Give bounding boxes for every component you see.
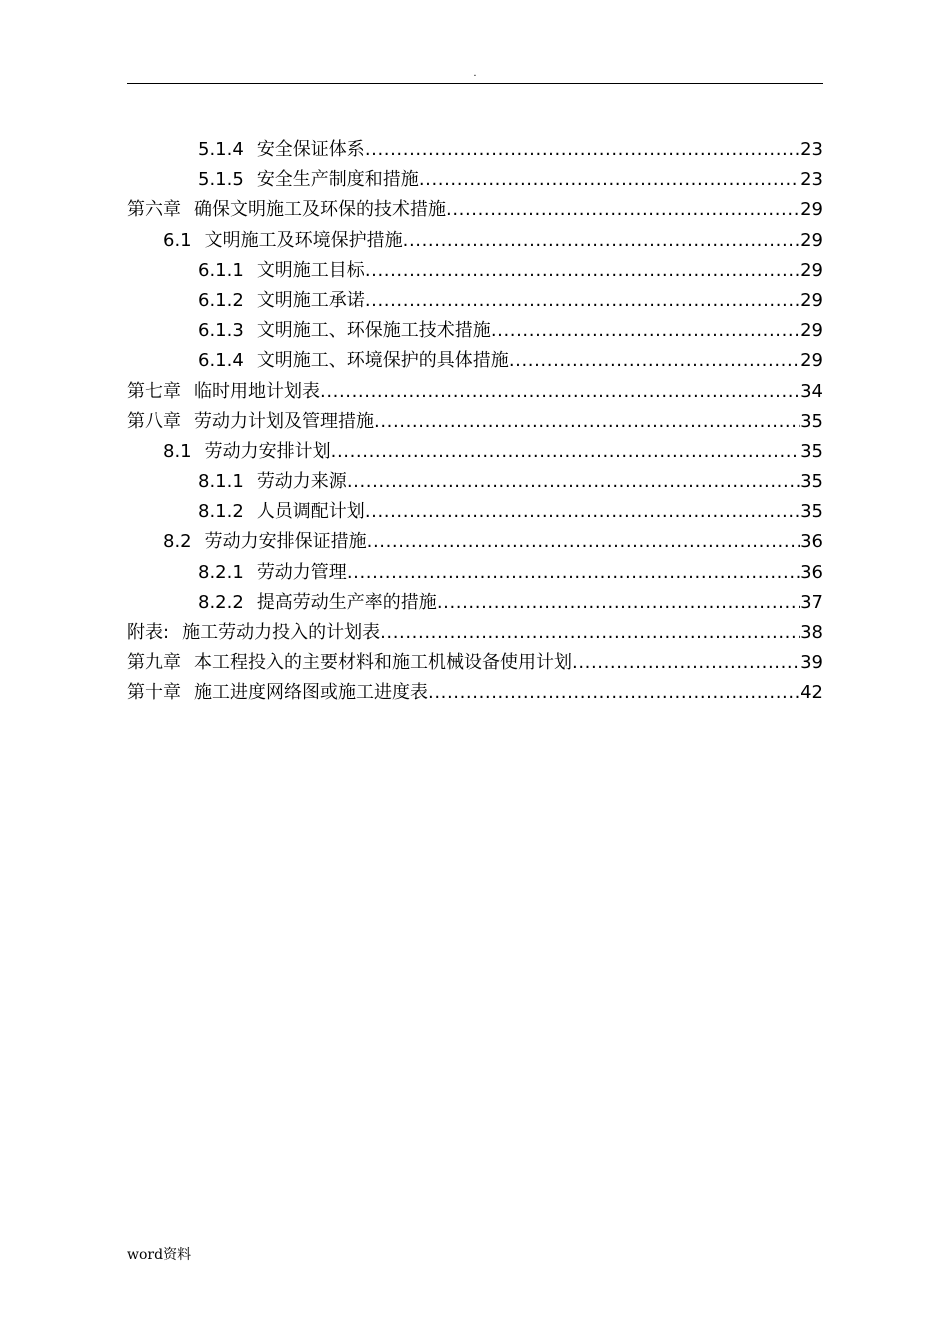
toc-entry-page: 35 (800, 471, 823, 493)
toc-entry-number: 附表: (127, 622, 170, 643)
toc-dot-leader (367, 527, 800, 557)
toc-entry-page: 29 (800, 229, 823, 251)
toc-entry-page: 29 (800, 199, 823, 221)
toc-dot-leader (491, 316, 800, 346)
toc-entry[interactable] (127, 407, 823, 437)
toc-entry[interactable] (127, 467, 823, 497)
toc-entry-page: 42 (800, 682, 823, 704)
toc-entry-title: 文明施工、环境保护的具体措施 (256, 350, 509, 372)
toc-entry-number: 第十章 (127, 682, 181, 704)
toc-entry-number: 8.2 (163, 531, 192, 553)
toc-entry-page: 38 (800, 622, 823, 643)
toc-entry-page: 35 (800, 410, 823, 432)
toc-entry[interactable] (127, 437, 823, 467)
toc-entry-title: 安全生产制度和措施 (256, 169, 419, 191)
toc-dot-leader (419, 165, 800, 195)
toc-entry-number: 第六章 (127, 199, 181, 221)
toc-entry-title: 劳动力来源 (256, 471, 347, 493)
table-of-contents (127, 135, 823, 709)
toc-dot-leader (509, 346, 800, 376)
toc-entry-page: 29 (800, 259, 823, 281)
toc-dot-leader (572, 648, 800, 678)
toc-entry[interactable] (127, 165, 823, 195)
toc-dot-leader (320, 377, 800, 407)
toc-entry-title: 施工进度网络图或施工进度表 (194, 682, 428, 704)
toc-entry[interactable] (127, 618, 823, 648)
toc-entry-number: 第八章 (127, 410, 181, 432)
toc-entry-title: 本工程投入的主要材料和施工机械设备使用计划 (194, 652, 572, 674)
toc-entry[interactable] (127, 316, 823, 346)
toc-dot-leader (446, 195, 800, 225)
toc-dot-leader (380, 618, 800, 648)
toc-entry-title: 劳动力安排计划 (204, 440, 331, 462)
toc-entry-title: 安全保证体系 (256, 139, 365, 160)
toc-entry-title: 施工劳动力投入的计划表 (182, 622, 381, 643)
toc-entry-page: 36 (800, 531, 823, 553)
toc-entry-number: 8.1 (163, 440, 192, 462)
toc-dot-leader (365, 286, 800, 316)
toc-entry-page: 37 (800, 591, 823, 613)
toc-entry-number: 5.1.4 (198, 139, 244, 160)
toc-entry-title: 文明施工目标 (256, 259, 365, 281)
toc-entry-title: 劳动力安排保证措施 (204, 531, 367, 553)
toc-entry[interactable] (127, 135, 823, 165)
toc-entry[interactable] (127, 558, 823, 588)
toc-entry-number: 6.1.1 (198, 259, 244, 281)
toc-entry[interactable] (127, 226, 823, 256)
toc-entry-number: 第九章 (127, 652, 181, 674)
toc-entry[interactable] (127, 286, 823, 316)
toc-entry-number: 8.1.1 (198, 471, 244, 493)
toc-entry-title: 文明施工及环境保护措施 (204, 229, 403, 251)
toc-entry[interactable] (127, 678, 823, 708)
toc-entry-number: 6.1.4 (198, 350, 244, 372)
toc-entry-number: 8.2.2 (198, 591, 244, 613)
toc-entry-title: 文明施工承诺 (256, 289, 365, 311)
toc-entry[interactable] (127, 346, 823, 376)
toc-entry-title: 提高劳动生产率的措施 (256, 591, 437, 613)
toc-dot-leader (374, 407, 800, 437)
header-rule (127, 83, 823, 84)
toc-dot-leader (331, 437, 800, 467)
toc-entry-number: 5.1.5 (198, 169, 244, 191)
toc-entry-number: 8.2.1 (198, 561, 244, 583)
toc-entry-title: 文明施工、环保施工技术措施 (256, 320, 491, 342)
toc-entry[interactable] (127, 377, 823, 407)
toc-entry[interactable] (127, 588, 823, 618)
toc-entry-page: 36 (800, 561, 823, 583)
toc-entry-page: 29 (800, 320, 823, 342)
toc-entry[interactable] (127, 195, 823, 225)
toc-dot-leader (347, 467, 800, 497)
toc-entry-page: 35 (800, 440, 823, 462)
toc-entry-title: 临时用地计划表 (194, 380, 320, 402)
toc-entry[interactable] (127, 256, 823, 286)
toc-entry-title: 劳动力管理 (256, 561, 347, 583)
toc-dot-leader (365, 256, 800, 286)
toc-dot-leader (437, 588, 800, 618)
footer-note: word资料 (127, 1247, 192, 1263)
toc-entry-number: 6.1 (163, 229, 192, 251)
toc-dot-leader (428, 678, 800, 708)
toc-entry-page: 29 (800, 350, 823, 372)
toc-entry-number: 第七章 (127, 380, 181, 402)
toc-entry-title: 人员调配计划 (256, 501, 365, 523)
toc-entry-title: 确保文明施工及环保的技术措施 (194, 199, 446, 221)
toc-entry-number: 8.1.2 (198, 501, 244, 523)
toc-entry-number: 6.1.2 (198, 289, 244, 311)
toc-entry-page: 34 (800, 380, 823, 402)
toc-entry-page: 29 (800, 289, 823, 311)
toc-entry-page: 23 (800, 169, 823, 191)
toc-entry-page: 35 (800, 501, 823, 523)
toc-entry-title: 劳动力计划及管理措施 (194, 410, 374, 432)
toc-dot-leader (403, 226, 800, 256)
toc-entry[interactable] (127, 527, 823, 557)
toc-entry[interactable] (127, 648, 823, 678)
toc-dot-leader (365, 135, 800, 165)
toc-dot-leader (365, 497, 800, 527)
toc-entry-page: 23 (800, 139, 823, 160)
toc-entry-number: 6.1.3 (198, 320, 244, 342)
toc-entry-page: 39 (800, 652, 823, 674)
toc-dot-leader (347, 558, 800, 588)
toc-entry[interactable] (127, 497, 823, 527)
header-mark: . (473, 68, 477, 79)
